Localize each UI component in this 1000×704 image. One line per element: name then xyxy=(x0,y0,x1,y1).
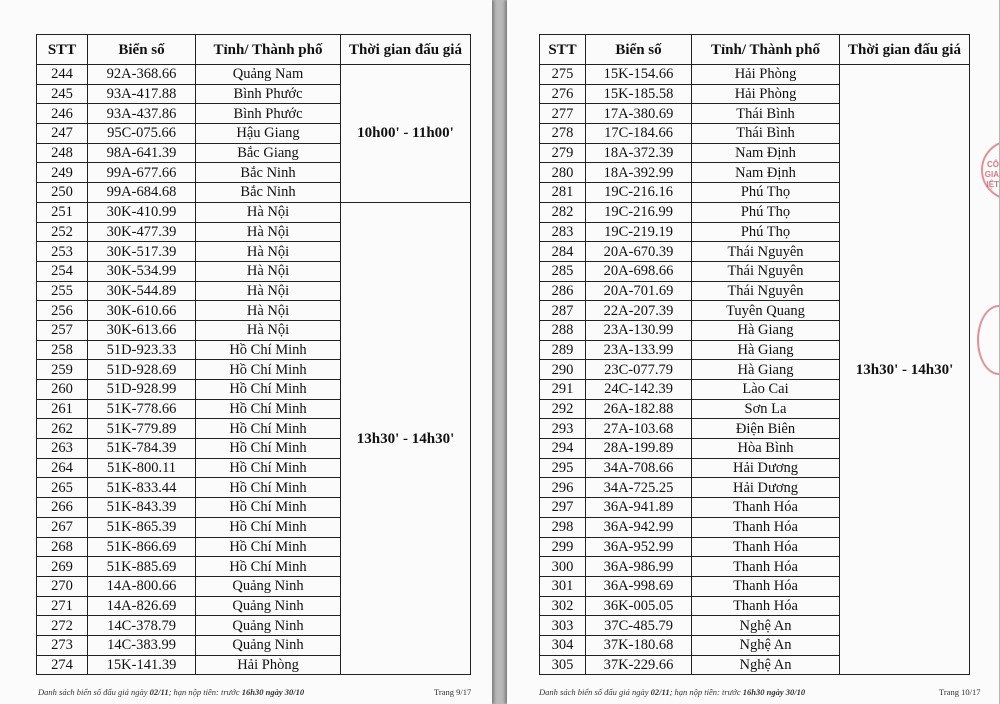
cell-stt: 293 xyxy=(540,419,586,439)
cell-province: Hồ Chí Minh xyxy=(196,557,341,577)
table-header-row xyxy=(37,35,471,65)
cell-plate: 34A-725.25 xyxy=(586,478,692,498)
cell-stt: 270 xyxy=(37,576,88,596)
table-header-row xyxy=(540,35,970,65)
cell-province: Hồ Chí Minh xyxy=(196,517,341,537)
stamp-line-3: IỆT xyxy=(986,180,999,189)
stamp-line-2: GIA xyxy=(984,170,999,179)
cell-plate: 37K-180.68 xyxy=(586,635,692,655)
cell-province: Quảng Ninh xyxy=(196,576,341,596)
footer-deadline: 16h30 ngày 30/10 xyxy=(742,687,806,697)
cell-province: Bắc Giang xyxy=(196,143,341,163)
cell-plate: 30K-410.99 xyxy=(88,202,196,222)
red-seal-stamp-middle xyxy=(977,305,999,375)
header-auction-time: Thời gian đấu giá xyxy=(840,35,970,65)
auction-table-left xyxy=(36,34,471,675)
cell-province: Phú Thọ xyxy=(692,202,840,222)
cell-plate: 93A-437.86 xyxy=(88,104,196,124)
cell-province: Hải Phòng xyxy=(692,84,840,104)
cell-province: Hải Phòng xyxy=(692,65,840,85)
cell-stt: 256 xyxy=(37,301,88,321)
cell-stt: 264 xyxy=(37,458,88,478)
cell-stt: 291 xyxy=(540,380,586,400)
page-number: Trang 9/17 xyxy=(434,687,472,697)
header-province: Tỉnh/ Thành phố xyxy=(692,35,840,65)
cell-plate: 30K-613.66 xyxy=(88,320,196,340)
cell-stt: 255 xyxy=(37,281,88,301)
cell-province: Bắc Ninh xyxy=(196,183,341,203)
cell-province: Hà Nội xyxy=(196,301,341,321)
cell-stt: 277 xyxy=(540,104,586,124)
cell-stt: 261 xyxy=(37,399,88,419)
cell-stt: 294 xyxy=(540,439,586,459)
cell-plate: 23A-130.99 xyxy=(586,320,692,340)
footer-date: 02/11 xyxy=(650,687,670,697)
cell-stt: 301 xyxy=(540,576,586,596)
cell-province: Hải Dương xyxy=(692,478,840,498)
cell-stt: 262 xyxy=(37,419,88,439)
table-row xyxy=(540,65,970,85)
cell-plate: 99A-677.66 xyxy=(88,163,196,183)
cell-plate: 30K-477.39 xyxy=(88,222,196,242)
cell-plate: 22A-207.39 xyxy=(586,301,692,321)
cell-plate: 20A-670.39 xyxy=(586,242,692,262)
cell-stt: 273 xyxy=(37,635,88,655)
cell-province: Thái Nguyên xyxy=(692,261,840,281)
cell-province: Hà Giang xyxy=(692,340,840,360)
cell-plate: 51K-800.11 xyxy=(88,458,196,478)
cell-stt: 254 xyxy=(37,261,88,281)
footer-middle: ; hạn nộp tiền: trước xyxy=(168,687,242,697)
cell-stt: 247 xyxy=(37,124,88,144)
cell-province: Hồ Chí Minh xyxy=(196,340,341,360)
cell-plate: 51D-928.69 xyxy=(88,360,196,380)
document-page-left xyxy=(0,0,492,704)
document-page-right xyxy=(507,0,999,704)
cell-plate: 51K-866.69 xyxy=(88,537,196,557)
cell-province: Thái Nguyên xyxy=(692,281,840,301)
cell-plate: 37K-229.66 xyxy=(586,655,692,675)
cell-province: Phú Thọ xyxy=(692,183,840,203)
cell-province: Thanh Hóa xyxy=(692,557,840,577)
cell-province: Bắc Ninh xyxy=(196,163,341,183)
cell-province: Lào Cai xyxy=(692,380,840,400)
cell-plate: 15K-185.58 xyxy=(586,84,692,104)
cell-province: Hồ Chí Minh xyxy=(196,419,341,439)
cell-stt: 260 xyxy=(37,380,88,400)
stamp-lettering xyxy=(979,160,999,190)
cell-plate: 20A-698.66 xyxy=(586,261,692,281)
cell-province: Hồ Chí Minh xyxy=(196,498,341,518)
cell-plate: 51K-779.89 xyxy=(88,419,196,439)
cell-province: Sơn La xyxy=(692,399,840,419)
table-row xyxy=(37,202,471,222)
cell-stt: 299 xyxy=(540,537,586,557)
cell-stt: 265 xyxy=(37,478,88,498)
cell-province: Hồ Chí Minh xyxy=(196,478,341,498)
cell-province: Hải Phòng xyxy=(196,655,341,675)
header-province: Tỉnh/ Thành phố xyxy=(196,35,341,65)
cell-plate: 34A-708.66 xyxy=(586,458,692,478)
cell-plate: 98A-641.39 xyxy=(88,143,196,163)
cell-plate: 36K-005.05 xyxy=(586,596,692,616)
cell-province: Nam Định xyxy=(692,143,840,163)
footer-prefix: Danh sách biển số đấu giá ngày xyxy=(539,687,651,697)
cell-stt: 292 xyxy=(540,399,586,419)
cell-plate: 37C-485.79 xyxy=(586,616,692,636)
cell-stt: 300 xyxy=(540,557,586,577)
cell-stt: 283 xyxy=(540,222,586,242)
cell-stt: 278 xyxy=(540,124,586,144)
cell-plate: 36A-952.99 xyxy=(586,537,692,557)
cell-stt: 271 xyxy=(37,596,88,616)
cell-plate: 17C-184.66 xyxy=(586,124,692,144)
cell-province: Hồ Chí Minh xyxy=(196,360,341,380)
cell-stt: 305 xyxy=(540,655,586,675)
cell-stt: 251 xyxy=(37,202,88,222)
cell-plate: 51K-778.66 xyxy=(88,399,196,419)
cell-stt: 246 xyxy=(37,104,88,124)
cell-stt: 253 xyxy=(37,242,88,262)
cell-province: Hồ Chí Minh xyxy=(196,537,341,557)
header-plate: Biển số xyxy=(88,35,196,65)
cell-stt: 263 xyxy=(37,439,88,459)
cell-stt: 275 xyxy=(540,65,586,85)
cell-plate: 92A-368.66 xyxy=(88,65,196,85)
cell-stt: 258 xyxy=(37,340,88,360)
cell-stt: 249 xyxy=(37,163,88,183)
cell-plate: 14C-383.99 xyxy=(88,635,196,655)
cell-plate: 36A-986.99 xyxy=(586,557,692,577)
cell-province: Nghệ An xyxy=(692,655,840,675)
cell-province: Hòa Bình xyxy=(692,439,840,459)
cell-stt: 302 xyxy=(540,596,586,616)
cell-plate: 20A-701.69 xyxy=(586,281,692,301)
cell-plate: 51K-833.44 xyxy=(88,478,196,498)
page-footer-note xyxy=(539,687,805,697)
cell-stt: 284 xyxy=(540,242,586,262)
cell-plate: 51D-923.33 xyxy=(88,340,196,360)
cell-plate: 18A-392.99 xyxy=(586,163,692,183)
cell-province: Hồ Chí Minh xyxy=(196,439,341,459)
cell-stt: 259 xyxy=(37,360,88,380)
cell-stt: 296 xyxy=(540,478,586,498)
cell-stt: 298 xyxy=(540,517,586,537)
cell-province: Thanh Hóa xyxy=(692,498,840,518)
auction-table-right xyxy=(539,34,970,675)
cell-province: Quảng Ninh xyxy=(196,635,341,655)
cell-province: Thái Bình xyxy=(692,124,840,144)
footer-deadline: 16h30 ngày 30/10 xyxy=(241,687,305,697)
cell-province: Quảng Ninh xyxy=(196,596,341,616)
cell-plate: 99A-684.68 xyxy=(88,183,196,203)
cell-stt: 257 xyxy=(37,320,88,340)
cell-stt: 304 xyxy=(540,635,586,655)
cell-plate: 36A-942.99 xyxy=(586,517,692,537)
cell-stt: 295 xyxy=(540,458,586,478)
header-stt: STT xyxy=(37,35,88,65)
cell-stt: 285 xyxy=(540,261,586,281)
cell-province: Thanh Hóa xyxy=(692,596,840,616)
cell-stt: 287 xyxy=(540,301,586,321)
cell-auction-time: 13h30' - 14h30' xyxy=(341,202,471,675)
cell-province: Thái Nguyên xyxy=(692,242,840,262)
cell-plate: 30K-544.89 xyxy=(88,281,196,301)
stamp-line-1: CÔ xyxy=(987,160,999,169)
cell-province: Nghệ An xyxy=(692,635,840,655)
cell-plate: 23A-133.99 xyxy=(586,340,692,360)
cell-stt: 288 xyxy=(540,320,586,340)
cell-province: Hồ Chí Minh xyxy=(196,380,341,400)
cell-province: Tuyên Quang xyxy=(692,301,840,321)
cell-province: Hà Nội xyxy=(196,202,341,222)
cell-province: Hồ Chí Minh xyxy=(196,458,341,478)
cell-plate: 15K-141.39 xyxy=(88,655,196,675)
cell-stt: 297 xyxy=(540,498,586,518)
cell-plate: 51K-784.39 xyxy=(88,439,196,459)
cell-auction-time: 13h30' - 14h30' xyxy=(840,65,970,675)
page-footer-note xyxy=(38,687,304,697)
cell-plate: 30K-517.39 xyxy=(88,242,196,262)
cell-stt: 286 xyxy=(540,281,586,301)
cell-province: Nghệ An xyxy=(692,616,840,636)
cell-stt: 290 xyxy=(540,360,586,380)
cell-province: Bình Phước xyxy=(196,84,341,104)
cell-stt: 269 xyxy=(37,557,88,577)
cell-plate: 51K-885.69 xyxy=(88,557,196,577)
footer-middle: ; hạn nộp tiền: trước xyxy=(669,687,743,697)
cell-stt: 280 xyxy=(540,163,586,183)
cell-stt: 266 xyxy=(37,498,88,518)
footer-prefix: Danh sách biển số đấu giá ngày xyxy=(38,687,150,697)
page-number: Trang 10/17 xyxy=(939,687,981,697)
cell-stt: 282 xyxy=(540,202,586,222)
cell-plate: 51K-865.39 xyxy=(88,517,196,537)
cell-province: Điện Biên xyxy=(692,419,840,439)
cell-plate: 23C-077.79 xyxy=(586,360,692,380)
cell-plate: 24C-142.39 xyxy=(586,380,692,400)
cell-plate: 14C-378.79 xyxy=(88,616,196,636)
cell-province: Thái Bình xyxy=(692,104,840,124)
cell-stt: 268 xyxy=(37,537,88,557)
cell-auction-time: 10h00' - 11h00' xyxy=(341,65,471,203)
cell-province: Hà Nội xyxy=(196,320,341,340)
cell-province: Hà Nội xyxy=(196,281,341,301)
cell-plate: 14A-800.66 xyxy=(88,576,196,596)
header-stt: STT xyxy=(540,35,586,65)
cell-plate: 28A-199.89 xyxy=(586,439,692,459)
cell-plate: 19C-216.16 xyxy=(586,183,692,203)
cell-stt: 245 xyxy=(37,84,88,104)
cell-stt: 276 xyxy=(540,84,586,104)
cell-province: Hà Nội xyxy=(196,222,341,242)
header-plate: Biển số xyxy=(586,35,692,65)
cell-plate: 95C-075.66 xyxy=(88,124,196,144)
cell-stt: 281 xyxy=(540,183,586,203)
header-auction-time: Thời gian đấu giá xyxy=(341,35,471,65)
cell-plate: 17A-380.69 xyxy=(586,104,692,124)
cell-province: Thanh Hóa xyxy=(692,576,840,596)
cell-province: Phú Thọ xyxy=(692,222,840,242)
cell-plate: 36A-941.89 xyxy=(586,498,692,518)
cell-plate: 30K-610.66 xyxy=(88,301,196,321)
cell-province: Thanh Hóa xyxy=(692,537,840,557)
cell-stt: 248 xyxy=(37,143,88,163)
cell-province: Hà Giang xyxy=(692,360,840,380)
cell-plate: 30K-534.99 xyxy=(88,261,196,281)
cell-stt: 252 xyxy=(37,222,88,242)
cell-province: Hà Giang xyxy=(692,320,840,340)
cell-province: Hà Nội xyxy=(196,242,341,262)
cell-province: Nam Định xyxy=(692,163,840,183)
cell-plate: 51D-928.99 xyxy=(88,380,196,400)
table-row xyxy=(37,65,471,85)
cell-stt: 289 xyxy=(540,340,586,360)
footer-date: 02/11 xyxy=(149,687,169,697)
cell-province: Hồ Chí Minh xyxy=(196,399,341,419)
cell-province: Hậu Giang xyxy=(196,124,341,144)
cell-province: Quảng Ninh xyxy=(196,616,341,636)
cell-stt: 250 xyxy=(37,183,88,203)
cell-plate: 93A-417.88 xyxy=(88,84,196,104)
cell-plate: 19C-219.19 xyxy=(586,222,692,242)
cell-stt: 274 xyxy=(37,655,88,675)
cell-province: Bình Phước xyxy=(196,104,341,124)
cell-stt: 272 xyxy=(37,616,88,636)
cell-province: Hà Nội xyxy=(196,261,341,281)
cell-plate: 51K-843.39 xyxy=(88,498,196,518)
cell-province: Quảng Nam xyxy=(196,65,341,85)
cell-stt: 244 xyxy=(37,65,88,85)
cell-stt: 267 xyxy=(37,517,88,537)
cell-plate: 27A-103.68 xyxy=(586,419,692,439)
cell-stt: 303 xyxy=(540,616,586,636)
cell-plate: 36A-998.69 xyxy=(586,576,692,596)
cell-plate: 26A-182.88 xyxy=(586,399,692,419)
cell-plate: 14A-826.69 xyxy=(88,596,196,616)
cell-stt: 279 xyxy=(540,143,586,163)
cell-plate: 18A-372.39 xyxy=(586,143,692,163)
cell-plate: 19C-216.99 xyxy=(586,202,692,222)
cell-province: Thanh Hóa xyxy=(692,517,840,537)
cell-plate: 15K-154.66 xyxy=(586,65,692,85)
cell-province: Hải Dương xyxy=(692,458,840,478)
